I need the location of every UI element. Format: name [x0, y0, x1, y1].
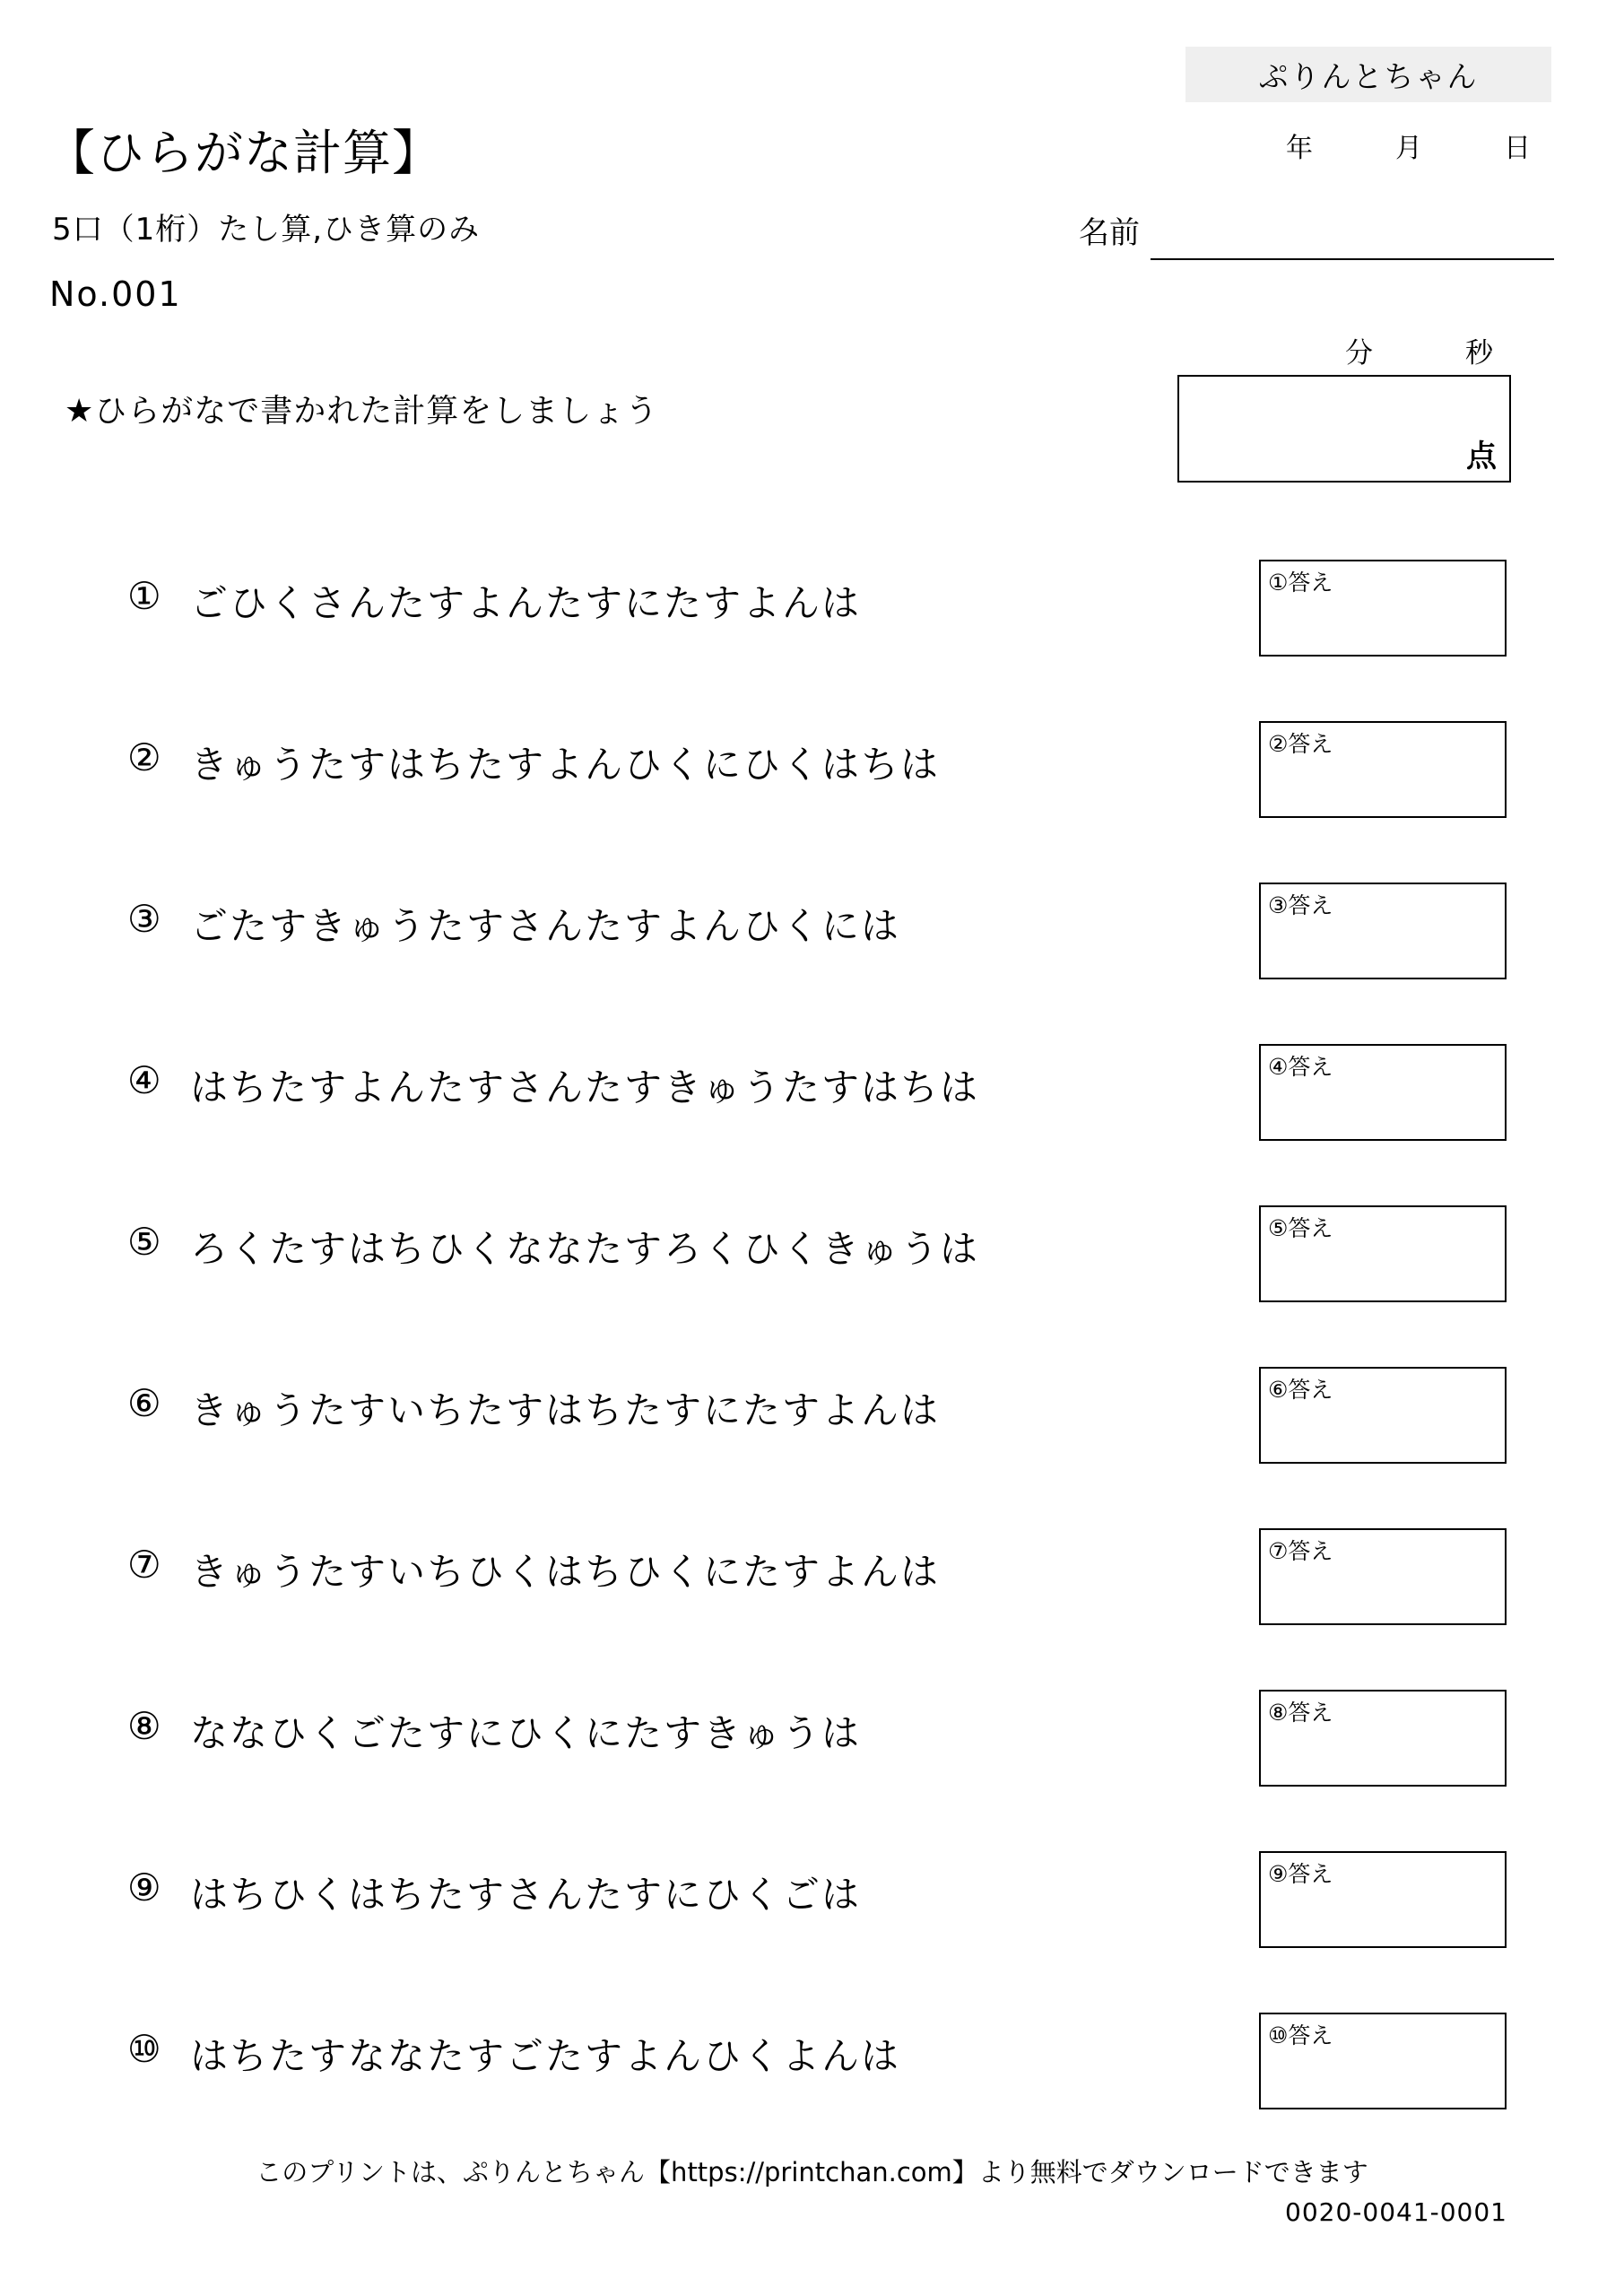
- problem-row: [0, 1840, 1624, 2002]
- minutes-label: 分: [1345, 337, 1373, 370]
- answer-box[interactable]: [1259, 1367, 1507, 1464]
- answer-label: ③答え: [1268, 892, 1333, 918]
- brand-badge: [1185, 47, 1551, 102]
- problem-number: ⑩: [127, 2027, 161, 2071]
- problem-text: きゅうたすいちひくはちひくにたすよんは: [190, 1550, 941, 1594]
- answer-label: ⑤答え: [1268, 1215, 1333, 1241]
- problem-number: ⑦: [127, 1543, 161, 1587]
- problem-number: ③: [127, 897, 161, 941]
- problem-number: ⑤: [127, 1220, 161, 1264]
- answer-box[interactable]: [1259, 1044, 1507, 1141]
- brand-label: ぷりんとちゃん: [1258, 58, 1479, 94]
- problem-text: ごひくさんたすよんたすにたすよんは: [190, 581, 862, 625]
- problem-row: [0, 1033, 1624, 1195]
- answer-label: ⑦答え: [1268, 1538, 1333, 1564]
- problem-text: はちたすななたすごたすよんひくよんは: [190, 2034, 901, 2078]
- answer-box[interactable]: [1259, 1528, 1507, 1625]
- answer-box[interactable]: [1259, 1690, 1507, 1787]
- problem-row: [0, 549, 1624, 710]
- date-month-label: 月: [1395, 133, 1422, 164]
- score-box[interactable]: [1177, 375, 1511, 483]
- problem-row: [0, 2002, 1624, 2163]
- answer-box[interactable]: [1259, 1851, 1507, 1948]
- date-day-label: 日: [1504, 133, 1531, 164]
- instruction-text: ★ひらがなで書かれた計算をしましょう: [65, 393, 659, 430]
- page-subtitle: 5口（1桁）たし算,ひき算のみ: [52, 212, 481, 248]
- time-labels: [1181, 330, 1558, 370]
- problem-number: ⑨: [127, 1866, 161, 1909]
- name-label: 名前: [1079, 215, 1140, 251]
- answer-label: ⑩答え: [1268, 2022, 1333, 2048]
- answer-label: ①答え: [1268, 570, 1333, 596]
- problem-row: [0, 872, 1624, 1033]
- problem-row: [0, 710, 1624, 872]
- problem-number: ④: [127, 1058, 161, 1102]
- problem-text: はちひくはちたすさんたすにひくごは: [190, 1873, 862, 1917]
- problem-row: [0, 1195, 1624, 1356]
- problem-number: ⑧: [127, 1704, 161, 1748]
- sheet-number: No.001: [49, 274, 182, 314]
- problem-row: [0, 1356, 1624, 1518]
- answer-box[interactable]: [1259, 2013, 1507, 2109]
- problem-text: きゅうたすいちたすはちたすにたすよんは: [190, 1388, 941, 1432]
- problem-number: ①: [127, 574, 161, 618]
- answer-box[interactable]: [1259, 560, 1507, 657]
- problem-text: ごたすきゅうたすさんたすよんひくには: [190, 904, 901, 948]
- name-input-line[interactable]: [1151, 258, 1554, 260]
- footer-code: 0020-0041-0001: [1285, 2197, 1507, 2227]
- answer-box[interactable]: [1259, 721, 1507, 818]
- answer-label: ⑥答え: [1268, 1377, 1333, 1403]
- problem-text: ななひくごたすにひくにたすきゅうは: [190, 1711, 862, 1755]
- answer-label: ④答え: [1268, 1054, 1333, 1080]
- problem-list: [0, 549, 1624, 2163]
- problem-number: ②: [127, 735, 161, 779]
- answer-label: ②答え: [1268, 731, 1333, 757]
- seconds-label: 秒: [1465, 337, 1493, 370]
- problem-text: はちたすよんたすさんたすきゅうたすはちは: [190, 1065, 980, 1109]
- answer-box[interactable]: [1259, 883, 1507, 979]
- answer-label: ⑧答え: [1268, 1700, 1333, 1726]
- problem-number: ⑥: [127, 1381, 161, 1425]
- score-unit-label: 点: [1466, 439, 1497, 474]
- footer-note: このプリントは、ぷりんとちゃん【https://printchan.com】より無料でダウンロードできます: [256, 2157, 1368, 2187]
- problem-text: ろくたすはちひくななたすろくひくきゅうは: [190, 1227, 980, 1271]
- problem-text: きゅうたすはちたすよんひくにひくはちは: [190, 743, 941, 787]
- answer-box[interactable]: [1259, 1205, 1507, 1302]
- answer-label: ⑨答え: [1268, 1861, 1333, 1887]
- problem-row: [0, 1679, 1624, 1840]
- problem-row: [0, 1518, 1624, 1679]
- page-title: 【ひらがな計算】: [47, 125, 441, 181]
- date-fields: [1185, 126, 1551, 165]
- date-year-label: 年: [1286, 133, 1313, 164]
